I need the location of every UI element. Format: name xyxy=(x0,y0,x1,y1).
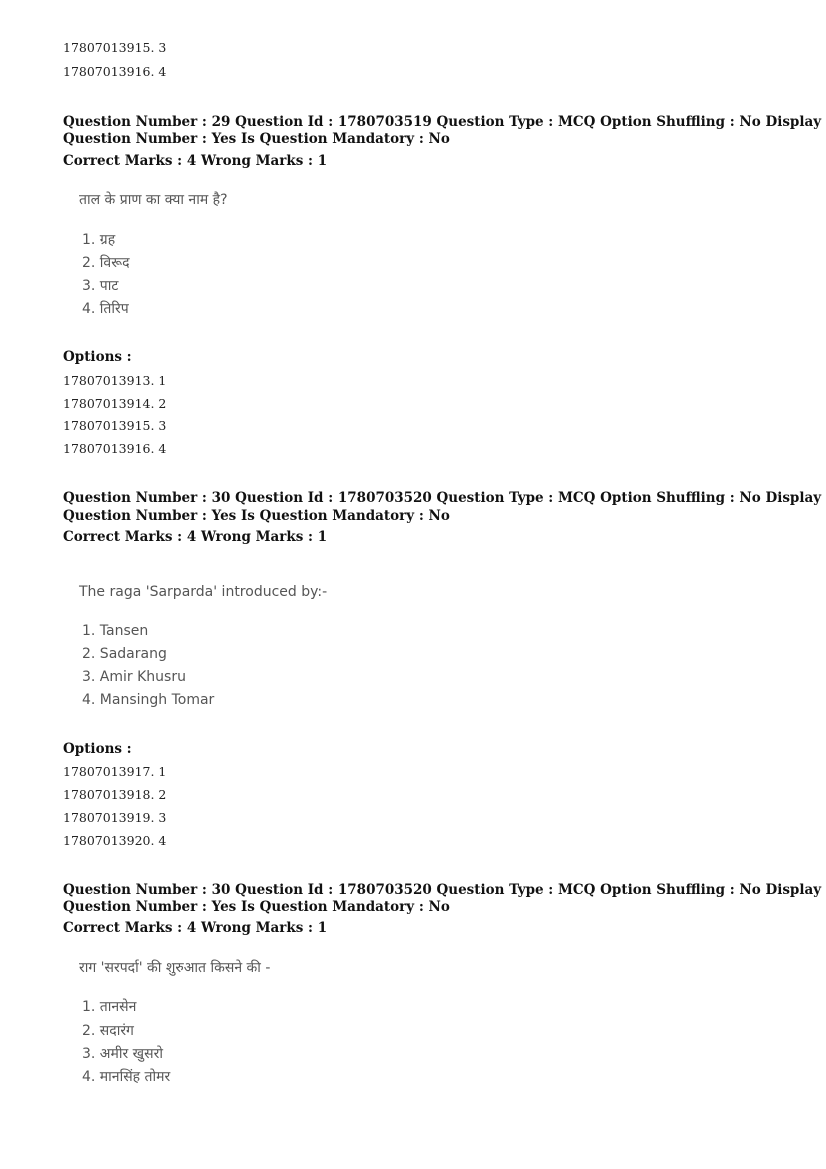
option-id: 17807013917. 1 xyxy=(63,764,167,779)
options-label: Options : xyxy=(63,741,132,757)
choice: 1. Tansen xyxy=(82,623,149,639)
choice: 4. तिरिप xyxy=(82,301,129,317)
choice: 3. Amir Khusru xyxy=(82,669,186,685)
marks-line: Correct Marks : 4 Wrong Marks : 1 xyxy=(63,153,328,169)
question-header: Question Number : 29 Question Id : 1780703519 Question Type : MCQ Option Shuffling : No Display xyxy=(63,114,822,130)
choice: 2. Sadarang xyxy=(82,646,167,662)
question-header: Question Number : 30 Question Id : 1780703520 Question Type : MCQ Option Shuffling : No Display xyxy=(63,882,822,898)
question-text: ताल के प्राण का क्या नाम है? xyxy=(79,192,228,208)
option-id: 17807013916. 4 xyxy=(63,441,167,456)
choice: 4. मानसिंह तोमर xyxy=(82,1069,171,1085)
choice: 1. तानसेन xyxy=(82,999,137,1015)
choice: 3. अमीर खुसरो xyxy=(82,1046,163,1062)
question-header: Question Number : Yes Is Question Mandatory : No xyxy=(63,508,450,524)
marks-line: Correct Marks : 4 Wrong Marks : 1 xyxy=(63,529,328,545)
choice: 2. सदारंग xyxy=(82,1023,134,1039)
question-text: The raga 'Sarparda' introduced by:- xyxy=(79,584,328,600)
choice: 2. विरूद xyxy=(82,255,130,271)
option-id: 17807013920. 4 xyxy=(63,833,167,848)
question-header: Question Number : Yes Is Question Mandatory : No xyxy=(63,131,450,147)
options-label: Options : xyxy=(63,349,132,365)
choice: 4. Mansingh Tomar xyxy=(82,692,215,708)
option-id: 17807013915. 3 xyxy=(63,418,167,433)
question-text: राग 'सरपर्दा' की शुरुआत किसने की - xyxy=(79,960,271,976)
choice: 3. पाट xyxy=(82,278,119,294)
option-id: 17807013914. 2 xyxy=(63,396,167,411)
question-header: Question Number : Yes Is Question Mandatory : No xyxy=(63,899,450,915)
choice: 1. ग्रह xyxy=(82,232,116,248)
question-header: Question Number : 30 Question Id : 1780703520 Question Type : MCQ Option Shuffling : No Display xyxy=(63,490,822,506)
marks-line: Correct Marks : 4 Wrong Marks : 1 xyxy=(63,920,328,936)
option-id: 17807013913. 1 xyxy=(63,373,167,388)
option-id: 17807013916. 4 xyxy=(63,64,167,79)
option-id: 17807013918. 2 xyxy=(63,787,167,802)
option-id: 17807013919. 3 xyxy=(63,810,167,825)
option-id: 17807013915. 3 xyxy=(63,40,167,55)
